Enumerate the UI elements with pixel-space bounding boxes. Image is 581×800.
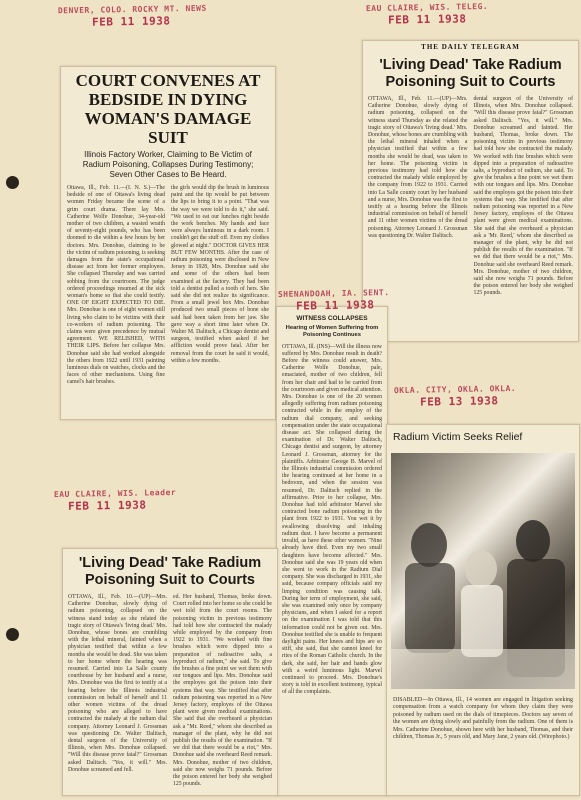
article-witness-collapses [276, 306, 388, 796]
article-living-dead-top-col1: OTTAWA, Ill., Feb. 11.—(UP)—Mrs. Catherine Donohue, slowly dying of radium poisoning, collapsed on the witness stand Thursday as she related the tragic story of Ottawa's 'living dead.' Mrs. Donohue, whose bones are crumbling with the lethal mineral inhaled when a physician testified that within a few months she would be dead, was taken to her home. The poisoning victim in previous testimony had told how she contracted the malady while employed by the company from 1922 to 1931. Carried into La Salle county court by her husband and a nurse, Mrs. Donohue was the first to testify at a hearing before the Illinois industrial commission on behalf of herself and 11 other women victims of the dread poisoning. Attorney Leonard J. Grossman was questioning Dr. Walter Dalitsch. [368, 96, 468, 239]
stamp-shenandoah-date: FEB 11 1938 [295, 298, 375, 313]
punch-hole-bottom [6, 628, 19, 641]
stamp-eauclaire-top [366, 1, 489, 27]
article-radium-victim-relief-caption: DISABLED—In Ottawa, Ill., 14 women are engaged in litigation seeking compensation from a watch company for whom they claim they were poisoned by radium used on the dials of timepieces. Doctors say seven of the women are dying slowly and painfully from the radium. One of them is Mrs. Catherine Donohue, shown here with her husband, Thomas, and their children, Thomas Jr., 5 years old, and Mary Jane, 2 years old. (Wirephoto.) [393, 697, 573, 741]
article-living-dead-bottom-headline: 'Living Dead' Take Radium Poisoning Suit to Courts [78, 555, 262, 588]
article-court-bedside-col1: Ottawa, Ill., Feb. 11.—(I. N. S.)—The bedside of one of Ottawa's living dead women Friday became the scene of a grim court drama. There lay Mrs. Catherine Wolfe Donohue, 34-year-old mother of two children, a wasted wraith of seventy-eight pounds, who has been doomed to die within a few hours by her doctors. Mrs. Donohue, claiming to be the victim of radium poisoning, is seeking damages from the state's occupational disease act from her former employers. She collapsed Thursday and was carried sobbing from the courtroom. The judge ordered proceedings resumed at the sick woman's home so that she could testify. ONE OF EIGHT EXPECTED TO DIE. Mrs. Donohue is one of eight women still living who claim to be victims with their co-workers of radium poisoning. The claims were given precedence by mutual agreement. WE RELISHED, WITH THEIR LIPS. Before her collapse Mrs. Donohue said she had worked alongside the others from 1922 until 1931 painting luminous dials on watches, clocks and the faces of other mechanisms. Using fine camel's hair brushes. [67, 185, 165, 386]
article-living-dead-bottom-col2: ed. Her husband, Thomas, broke down. Court rolled into her home so she could be wet told from the court rooms. The poisoning victim in previous testimony had told how she contracted the malady while employed by the company from 1922 to 1931. "We worked with fine brushes which were dipped into a preparation of radioactive salts, a byproduct of radium," she said. To give the brushes a fine point we wet them with our tongues and lips. Mrs. Donohue said the employes got the poison into their systems that way. She testified that after radium poisoning was reported in a New Jersey factory, employes of the Ottawa plant were given medical examinations. She said that she overheard a physician ask a "Mr. Reed," whom she described as manager of the plant, why he did not publish the results of the examination. "If we did that there would be a riot," Mrs. Donohue said she overheard Reed remark. Mrs. Donohue, mother of two children, said she now weighs 71 pounds. Before the poison entered her body she weighed 125 pounds. [173, 594, 272, 788]
article-witness-collapses-title: WITNESS COLLAPSES [296, 315, 368, 322]
article-living-dead-top [362, 40, 579, 342]
article-witness-collapses-subtitle: Hearing of Women Suffering from Poisoning Continues [285, 325, 379, 339]
stamp-eauclaire-top-date: FEB 11 1938 [387, 12, 467, 27]
article-living-dead-top-headline: 'Living Dead' Take Radium Poisoning Suit to Courts [379, 57, 562, 90]
family-photo [391, 453, 575, 689]
article-witness-collapses-text: OTTAWA, Ill. (INS)—Will the illness now suffered by Mrs. Donohue result in death? Before the witness could answer, Mrs. Catherine Wolfe Donohue, pale, emaciated, mother of two children, fell from her chair and had to be carried from the courtroom and given medical attention. Mrs. Donohue is one of the 20 women allegedly suffering from radium poisoning contracted while in the employ of the radium dial company, and seeking compensation under the state occupational disease act. She collapsed during the examination of Dr. Walter Dalitsch, Chicago dentist and surgeon, by attorney Leonard J. Grossman, attorney for the plaintiffs. Arbitrator George B. Marvel of the Illinois industrial commission ordered the hearing continued at her home in a bedroom, and when the session was resumed, Dr. Dalitsch replied in the affirmative. Prior to her collapse, Mrs. Donohue had told arbitrator Marvel she contracted bone radium poisoning in the plant from 1922 to 1931. You wet it by swallowing dissolving and inhaling radium dust. I have become a permanent invalid, as have these other women. "Nine already have died. Even my two small daughters have become affected." Mrs. Donohue said she was 19 years old when she went to work in the Radium Dial company. She was discharged in 1931, she said, because company officials said my limping condition was causing talk. During her term of employment, she said, she was examined only once by company physicians, and when I asked for a report on the examination I was told that this information could not be given out. Mrs. Donohue testified she is unable to frequent daylight pains. Her knees and hips are so stiff, she said, that she cannot kneel for rites of the Roman Catholic church. In the dark, she said, her hair and hands glow with a weird luminous light. Marvel continued to proceed. Mrs. Donohue's story is told in excellent testimony, typical of all the complaints. [282, 343, 382, 696]
stamp-shenandoah-place: SHENANDOAH, IA. SENT. [277, 288, 390, 299]
stamp-shenandoah [278, 287, 390, 313]
stamp-eauclaire-leader [54, 487, 177, 513]
article-court-bedside-headline: COURT CONVENES AT BEDSIDE IN DYING WOMAN'S DAMAGE SUIT [75, 71, 261, 147]
article-court-bedside-deck: Illinois Factory Worker, Claiming to Be Victim of Radium Poisoning, Collapses During Testimony; Seven Other Cases to Be Heard. [82, 150, 254, 179]
stamp-okla [394, 383, 517, 409]
family-photo-figures [391, 453, 575, 689]
stamp-okla-place: OKLA. CITY, OKLA. OKLA. [393, 383, 517, 396]
article-court-bedside-col2: the girls would dip the brush in luminous paint and the tip would be put between the lips to bring it to a point. "That was the way we were told to do it," she said. "We used to eat our lunches right beside the work benches. My hands and face were always luminous in a dark room. I couldn't get the stuff off. Even my clothes glowed at night." DOCTOR GIVES HER BUT FEW MONTHS. After the case of radium poisoning were disclosed in New Jersey in 1928, Mrs. Donohue said she and some of the others had been examined at the factory. They had been told a dentist pulled a tooth of hers. She said she did not realize its significance. From a small jewel box Mrs. Donohue produced two small pieces of bone she said had been taken from her jaw. She gave way a short time later when Dr. Walter M. Dalitsch, a Chicago dentist and surgeon, testified when asked if her affliction would prove fatal. After her removal from the court he said it would, within a few months. [171, 185, 269, 364]
article-living-dead-bottom [62, 548, 278, 796]
stamp-okla-date: FEB 13 1938 [419, 394, 499, 409]
article-radium-victim-relief [386, 424, 580, 796]
article-living-dead-top-col2: dental surgeon of the University of Illinois, when Mrs. Donohue collapsed. "Will this disease prove fatal?" Grossman asked Dalitsch. "Yes, it will." Mrs. Donohue screamed and fainted. Her husband, Thomas, broke down. The poisoning victim in previous testimony had told how she contracted the malady. We worked with fine brushes which were dipped into a preparation of radioactive salts, a byproduct of radium, she said. To give the brushes a fine point we wet them with our tongues and lips. Mrs. Donohue said the employes got the poison into their systems that way. She testified that after radium poisoning was reported in a New Jersey factory, employes of the Ottawa plant were given medical examinations. She said that she overheard a physician ask a 'Mr. Reed,' whom she described as manager of the plant, why he did not publish the results of the examination. "If we did that there would be a riot," Mrs. Donohue said she overheard Reed remark. Mrs. Donohue, mother of two children, said she now weighs 71 pounds. Before the poison entered her body she weighed 125 pounds. [473, 96, 573, 297]
masthead: THE DAILY TELEGRAM [421, 43, 520, 51]
article-court-bedside [60, 66, 276, 420]
punch-hole-top [6, 176, 19, 189]
article-radium-victim-relief-headline: Radium Victim Seeks Relief [393, 431, 523, 443]
article-living-dead-bottom-col1: OTTAWA, Ill., Feb. 10.—(UP)—Mrs. Catherine Donohue, slowly dying of radium poisoning, collapsed on the witness stand today as she related the tragic story of Ottawa's 'living dead.' Mrs. Donohue, whose bones are crumbling with the lethal mineral, fainted when a physician testified that within a few months she would be dead. She was taken to her home where the hearing was resumed. Carried into La Salle county courthouse by her husband and a nurse, Mrs. Donohue was the first to testify at a hearing before the Illinois industrial commission on behalf of herself and 11 other women victims of the dread poisoning who are alleged to have contracted the malady at the radium dial company. Attorney Leonard J. Grossman was questioning Dr. Walter Dalitsch, dental surgeon of the University of Illinois, when Mrs. Donohue collapsed. "Will this disease prove fatal?" Grossman asked Dalitsch. "Yes, it will." Mrs. Donohue screamed and fell. [68, 594, 167, 773]
stamp-denver-place: DENVER, COLO. ROCKY MT. NEWS [57, 3, 207, 16]
stamp-eauclaire-leader-place: EAU CLAIRE, WIS. Leader [53, 487, 177, 500]
stamp-eauclaire-top-place: EAU CLAIRE, WIS. TELEG. [365, 1, 489, 14]
stamp-eauclaire-leader-date: FEB 11 1938 [67, 498, 147, 513]
stamp-denver-date: FEB 11 1938 [91, 14, 171, 29]
stamp-denver [58, 3, 207, 30]
